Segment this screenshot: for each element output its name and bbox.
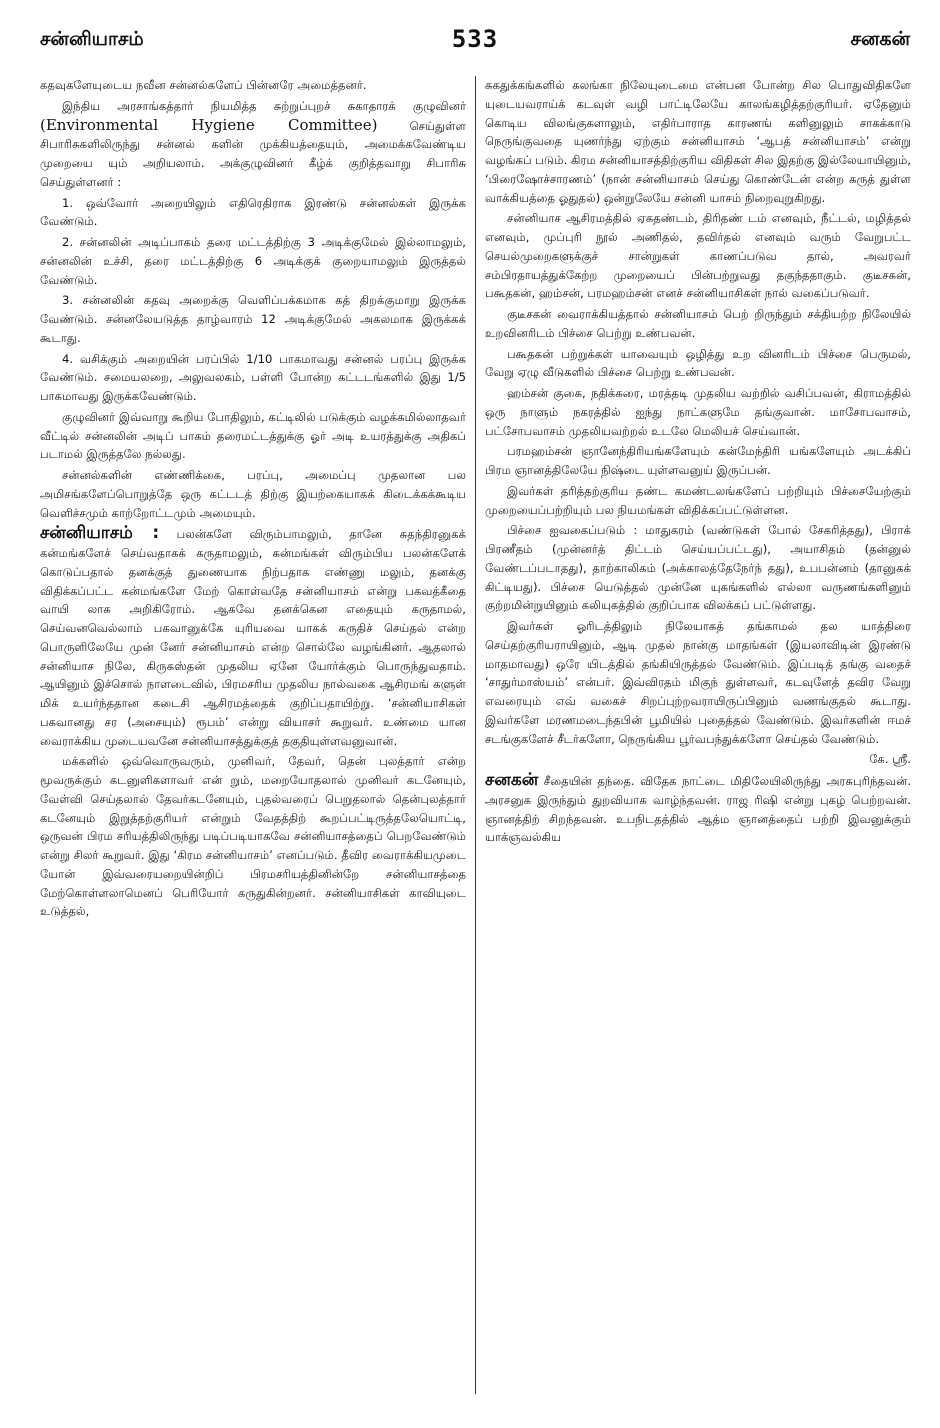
entry-paragraph [40,524,466,750]
running-head-right: சனகன் [850,28,910,50]
page-number: 533 [451,25,499,53]
list-item: 2. சன்னலின் அடிப்பாகம் தரை மட்டத்திற்கு 3 அடிக்குமேல் இல்லாமலும், சன்னலின் உச்சி, தரை மட்டத்திற்கு 6 அடிக்குக் குறையாமலும் இருத்தல் வேண்டும். [40,235,466,287]
paragraph: பகூதகன் பற்றுக்கள் யாவையும் ஒழித்து உற வினரிடம் பிச்சை பெருமல், வேறு ஏழு வீடுகளில் பிச்சை பெற்று உண்பவன். [485,346,911,380]
paragraph: பரமஹம்சன் ஞானேந்திரியங்களேயும் கன்மேந்திரி யங்களேயும் அடக்கிப் பிரம ஞானத்திலேயே நிஷ்டை யுள்ளவனுய் இருப்பன். [485,444,911,477]
paragraph-text: சீதையின் தந்தை. விதேக நாட்டை மிதிலேயிலிருந்து அரசுபுரிந்தவன். அரசனுக இருந்தும் துறவியாக வாழ்ந்தவன். ராஜ ரிஷி என்று புகழ் பெற்றவன். ஞானத்திற் சிறந்தவன். உபநிடதத்தில் ஆத்ம ஞானத்தைப் பற்றி இவனுக்கும் யாக்ஞவல்கிய [485,774,911,845]
latin-term: (Environmental Hygiene Committee) [40,115,378,134]
page-header [40,25,910,58]
paragraph-text: பலன்களே விரும்பாமலும், தானே சுதந்திரனுகக் கன்மங்களேச் செய்வதாகக் கருதாமலும், கன்மங்கள் விரும்பிய பலன்களேக் கொடுப்பதால் தனக்குத் துணையாக நிற்பதாக எண்ணு மலும், தனக்கு விதிக்கப்பட்ட கன்மங்களே மேற் கொள்வதே சன்னியாசம் என்று பகவத்கீதை வாயி லாக அறிகிரோம். ஆகவே தனக்கென எதையும் கருதாமல், செய்வனவெல்லாம் பகவானுக்கே யுரியவை யாகக் கருதிச் செய்தல் என்ற பொருளிலேயே முன் னேர் சன்னியாசம் என்ற சொல்லே வழங்கினர். ஆதலால் சன்னியாச நிலே, கிருகஸ்தன் முதலிய ஏனே யோர்க்கும் பொருந்துவதாம். ஆயினும் இச்சொல் நாளடைவில், பிரமசரிய முதலிய நால்வகை ஆசிரமங் களுள் மிக் உயர்ந்ததான கடைசி ஆசிரமத்தைக் குறிப்பதாயிற்று. ‘சன்னியாசிகள் பகவானது சர (அசையும்) ரூபம்’ என்று வியாசர் கூறுவர். உண்மை யான வைராக்கிய முடையவனே சன்னியாசத்துக்குத் தகுதியுள்ளவனுவான். [40,527,466,748]
paragraph: குழுவினர் இவ்வாறு கூறிய போதிலும், கட்டிலில் படுக்கும் வழக்கமில்லாதவர் வீட்டில் சன்னலின் அடிப் பாகம் தரைமட்டத்துக்கு ஓர் அடி உயரத்துக்கு அதிகப் படாமல் இருத்தலே நல்லது. [40,409,466,462]
paragraph: குடீசகன் வைராக்கியத்தால் சன்னியாசம் பெற் றிருந்தும் சக்தியற்ற நிலேயில் உறவினரிடம் பிச்சை பெற்று உண்பவன். [485,307,911,340]
entry-headword: சனகன் [485,770,539,790]
paragraph: சன்னியாச ஆசிரமத்தில் ஏகதண்டம், திரிதண் டம் எனவும், நீட்டல், மழித்தல் எனவும், முப்புரி நூல் அணிதல், தவிர்தல் எனவும் வரும் வேறுபட்ட செயல்முறைகளுக்குச் சான்றுகள் காணப்படுவ தால், அவரவர் சம்பிரதாயத்துக்கேற்ற முறையைப் பின்பற்றுவது தகுந்ததாகும். குடீசகன், பகூதகன், ஹம்சன், பரமஹம்சன் எனச் சன்னியாசிகள் நால் வகைப்படுவர். [485,211,911,301]
paragraph: சன்னல்களின் எண்ணிக்கை, பரப்பு, அமைப்பு முதலான பல அமிசங்களேப்பொறுத்தே ஒரு கட்டடத் திற்கு இயற்கையாகக் கிடைக்கக்கூடிய வெளிச்சமும் காற்றோட்டமும் அமையும். [40,468,466,520]
paragraph-text: செய்துள்ள சிபாரிசுகளிலிருந்து சன்னல் களின் முக்கியத்தையும், அமைக்கவேண்டிய முறையை யும் அறியலாம். அக்குழுவினர் கீழ்க் குறித்தவாறு சிபாரிசு செய்துள்ளனர் : [40,118,466,189]
running-head-left: சன்னியாசம் [40,28,144,50]
list-item: 4. வசிக்கும் அறையின் பரப்பில் 1/10 பாகமாவது சன்னல் பரப்பு இருக்க வேண்டும். சமையலறை, அலுவலகம், பள்ளி போன்ற கட்டடங்களில் இது 1/5 பாகமாவது இருக்கவேண்டும். [40,351,466,403]
paragraph: ஹம்சன் குகை, நதிக்கரை, மரத்தடி முதலிய வற்றில் வசிப்பவன், கிராமத்தில் ஒரு நாளும் நகரத்தில் ஐந்து நாட்களுமே தங்குவான். மாசோபவாசம், பட்சோபவாசம் முதலியவற்றல் உடலே மெலியச் செய்வான். [485,386,911,438]
entry-paragraph [485,771,911,847]
paragraph: இவர்கள் ஓரிடத்திலும் நிலேயாகத் தங்காமல் தல யாத்திரை செய்தற்குரியராயினும், ஆடி முதல் நான்கு மாதங்கள் (இயலாவிடின் இரண்டு மாதமாவது) ஒரே யிடத்தில் தங்கியிருத்தல் வேண்டும். இப்படித் தங்கு வதைச் ‘சாதுர்மாஸ்யம்’ என்பர். இவ்விரதம் மிகுந் துள்ளவர், கடவுளேத் தவிர வேறு எவரையும் எவ் வகைச் சிறப்புற்றவராயிருப்பினும் வணங்குதல் கூடாது. இவர்களே மரணமடைந்தபின் பூமியில் புதைத்தல் வேண்டும். இவர்களின் ஈமச் சடங்குகளேச் சீடர்களோ, நெருங்கிய பூர்வபந்துக்களோ செய்தல் வேண்டும். [485,619,911,746]
left-column [40,76,466,1398]
paragraph: இவர்கள் தரித்தற்குரிய தண்ட கமண்டலங்களேப் பற்றியும் பிச்சையேற்கும் முறையைப்பற்றியும் பல நியமங்கள் விதிக்கப்பட்டுள்ளன. [485,483,911,517]
author-signature: கே. ஸ்ரீ. [869,752,911,767]
paragraph: மக்களில் ஒவ்வொருவரும், முனிவர், தேவர், தென் புலத்தார் என்ற மூவருக்கும் கடனுளிகளாவர் என் றும், மறையோதலால் முனிவர் கடனேயும், வேள்வி செய்தலால் தேவர்கடனேயும், புதல்வரைப் பெறுதலால் தென்புலத்தார் கடனேயும் இறுத்தற்குரியர் என்றும் வேதத்திற் கூறப்பட்டிருத்தலேயொட்டி, ஒருவன் பிரம சரியத்திலிருந்து படிப்படியாகவே சன்னியாசத்தைப் பெறவேண்டும் என்று சிலர் கூறுவர். இது ‘கிரம சன்னியாசம்’ எனப்படும். தீவிர வைராக்கியமுடை யோன் இவ்வரையறையின்றிப் பிரமசரியத்தினின்றே சன்னியாசத்தை மேற்கொள்ளலாமெனப் பெரியோர் கருதுகின்றனர். சன்னியாசிகள் காவியுடை உடுத்தல், [40,754,466,919]
paragraph: பிச்சை ஐவகைப்படும் : மாதுகரம் (வண்டுகள் போல் சேகரித்தது), பிராக் பிரணீதம் (முன்னர்த் திட்டம் செய்யப்பட்டது), அயாசிதம் (தன்னுல் வேண்டப்படாதது), தாற்காலிகம் (அக்காலத்தேநேர்ந் தது), உபபன்னம் (தானுகக் கிட்டியது). பிச்சை யெடுத்தல் முன்னே யுகங்களில் எல்லா வருணங்களினும் குற்றமின்றுயினும் கலியுகத்தில் குறிப்பாக விலக்கப் பட்டுள்ளது. [485,523,911,613]
paragraph-text: இந்திய அரசாங்கத்தார் நியமித்த சுற்றுப்புறச் சுகாதாரக் குழுவினர் [62,98,466,113]
right-column [485,76,911,1398]
list-item: 1. ஒவ்வோர் அறையிலும் எதிரெதிராக இரண்டு சன்னல்கள் இருக்க வேண்டும். [40,195,466,229]
entry-headword: சன்னியாசம் : [40,523,160,544]
list-item: 3. சன்னலின் கதவு அறைக்கு வெளிப்பக்கமாக கத் திறக்குமாறு இருக்க வேண்டும். சன்னலேயடுத்த தாழ்வாரம் 12 அடிக்குமேல் அகலமாக இருக்கக் கூடாது. [40,293,466,345]
paragraph [40,97,466,192]
column-divider [475,76,476,1394]
paragraph: சுகதுக்கங்களில் கலங்கா நிலேயுடைமை என்பன போன்ற சில பொதுவிதிகளே யுடையவராய்க் கடவுள் வழி பாட்டிலேயே காலங்கழித்தற்குரியர். ஏதேனும் கொடிய விலங்குகளாலும், எதிர்பாராத காரணங் களினுலும் சாகக்காடு நெருங்குவதை யுணர்ந்து ஏற்கும் சன்னியாசம் ‘ஆபத் சன்னியாசம்’ என்று வழங்கப் படும். கிரம சன்னியாசத்திற்குரிய விதிகள் சில இதற்கு இல்லேயாயினும், ‘பிரைஷோச்சாரணம்’ (நான் சன்னியாசம் செய்து கொண்டேன் என்ற கருத் துள்ள வாக்கியத்தை ஓதுதல்) ஒன்றுலேயே சன்னி யாசம் நிறைவுறுகிறது. [485,78,911,205]
paragraph: கதவுகளேயுடைய நவீன சன்னல்களேப் பின்னரே அமைத்தனர். [40,78,367,92]
